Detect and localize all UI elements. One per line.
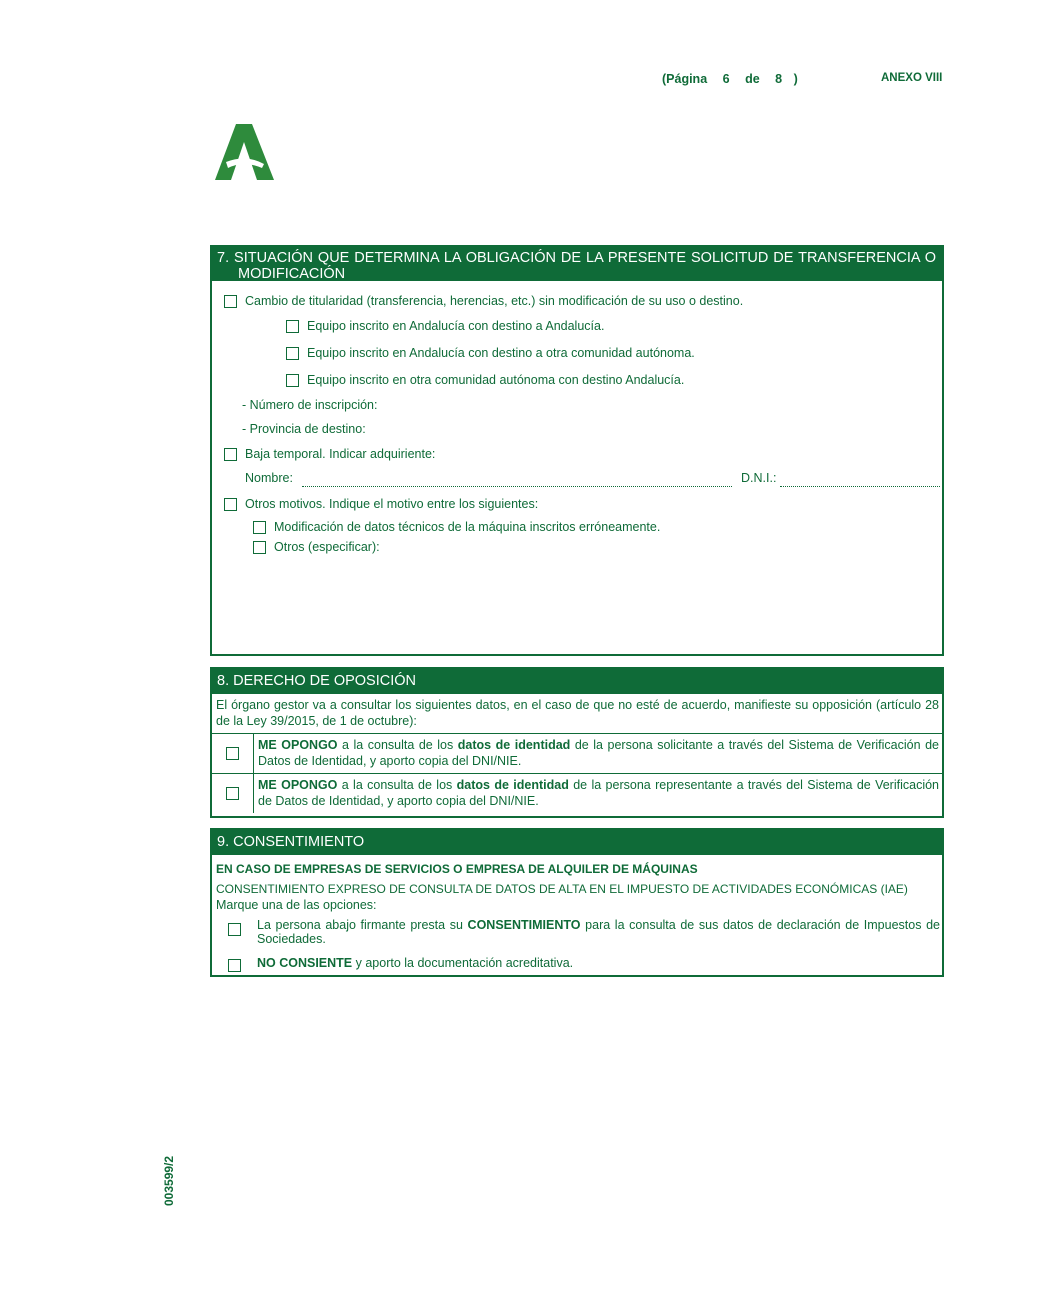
- section-8-intro: El órgano gestor va a consultar los siguientes datos, en el caso de que no esté de acuerdo, manifieste su opposición (artículo 28 de la Ley 39/2015, de 1 de octubre):: [212, 694, 942, 734]
- nombre-field[interactable]: [302, 486, 732, 487]
- datos-identidad-2: datos de identidad: [456, 778, 569, 792]
- opt3-checkbox[interactable]: [286, 374, 299, 387]
- sub2-checkbox[interactable]: [253, 541, 266, 554]
- nombre-label: Nombre:: [245, 471, 293, 485]
- me-opongo-2: ME OPONGO: [258, 778, 338, 792]
- opt2-label: Equipo inscrito en Andalucía con destino a otra comunidad autónoma.: [307, 346, 695, 360]
- page-indicator: [662, 72, 798, 86]
- section-9-line1: CONSENTIMIENTO EXPRESO DE CONSULTA DE DATOS DE ALTA EN EL IMPUESTO DE ACTIVIDADES ECONÓMICAS (IAE): [216, 882, 908, 896]
- section-9: [210, 828, 944, 977]
- r1-text-2: de la persona solicitante a través del Sistema de Verificación de Datos de Identidad, y aporto copia del DNI/NIE.: [258, 738, 939, 768]
- document-code: 003599/2: [162, 1155, 176, 1206]
- oposicion-representante-checkbox[interactable]: [226, 787, 239, 800]
- sub1-label: Modificación de datos técnicos de la máquina inscritos erróneamente.: [274, 520, 661, 534]
- section-7: [210, 245, 944, 656]
- oposicion-representante-text: [254, 774, 942, 813]
- dni-label: D.N.I.:: [741, 471, 777, 485]
- oposicion-row-2: [212, 774, 942, 813]
- section-9-line2: Marque una de las opciones:: [216, 898, 377, 912]
- consentimiento-checkbox[interactable]: [228, 923, 241, 936]
- no-consiente-text: [257, 956, 573, 970]
- oposicion-solicitante-text: [254, 734, 942, 773]
- no-consiente-checkbox[interactable]: [228, 959, 241, 972]
- pagina-close: ): [793, 72, 798, 86]
- otros-checkbox[interactable]: [224, 498, 237, 511]
- baja-checkbox[interactable]: [224, 448, 237, 461]
- opt2-checkbox[interactable]: [286, 347, 299, 360]
- datos-identidad-1: datos de identidad: [457, 738, 571, 752]
- c1-text-1: La persona abajo firmante presta su: [257, 918, 468, 932]
- opt1-checkbox[interactable]: [286, 320, 299, 333]
- me-opongo-1: ME OPONGO: [258, 738, 338, 752]
- baja-label: Baja temporal. Indicar adquiriente:: [245, 447, 436, 461]
- section-9-subtitle: EN CASO DE EMPRESAS DE SERVICIOS O EMPRESA DE ALQUILER DE MÁQUINAS: [216, 862, 698, 876]
- opt1-label: Equipo inscrito en Andalucía con destino a Andalucía.: [307, 319, 605, 333]
- page-total: 8: [775, 72, 783, 86]
- dni-field[interactable]: [780, 486, 940, 487]
- oposicion-solicitante-checkbox[interactable]: [226, 747, 239, 760]
- opt3-label: Equipo inscrito en otra comunidad autónoma con destino Andalucía.: [307, 373, 685, 387]
- junta-andalucia-logo: [212, 122, 276, 182]
- consentimiento-text: [257, 918, 940, 946]
- c1-text-2: para la consulta de sus datos de declaración de Impuestos de Sociedades.: [257, 918, 940, 946]
- r2-text-1: a la consulta de los: [337, 778, 457, 792]
- otros-label: Otros motivos. Indique el motivo entre los siguientes:: [245, 497, 539, 511]
- section-8-title: 8. DERECHO DE OPOSICIÓN: [212, 669, 942, 694]
- consentimiento-bold: CONSENTIMIENTO: [467, 918, 581, 932]
- cambio-checkbox[interactable]: [224, 295, 237, 308]
- annex-label: ANEXO VIII: [881, 72, 943, 84]
- sub2-label: Otros (especificar):: [274, 540, 380, 554]
- no-consiente-bold: NO CONSIENTE: [257, 956, 353, 970]
- oposicion-row-1: [212, 734, 942, 774]
- cambio-label: Cambio de titularidad (transferencia, herencias, etc.) sin modificación de su uso o destino.: [245, 294, 744, 308]
- page-current: 6: [722, 72, 730, 86]
- sub1-checkbox[interactable]: [253, 521, 266, 534]
- r2-text-2: de la persona representante a través del Sistema de Verificación de Datos de Identidad, y aporto copia del DNI/NIE.: [258, 778, 939, 808]
- numero-label: - Número de inscripción:: [242, 398, 378, 412]
- section-8: [210, 667, 944, 818]
- provincia-label: - Provincia de destino:: [242, 422, 366, 436]
- c2-text: y aporto la documentación acreditativa.: [352, 956, 574, 970]
- section-7-title: 7. SITUACIÓN QUE DETERMINA LA OBLIGACIÓN DE LA PRESENTE SOLICITUD DE TRANSFERENCIA O MODIFICACIÓN: [212, 247, 942, 281]
- r1-text-1: a la consulta de los: [337, 738, 458, 752]
- de-label: de: [745, 72, 760, 86]
- pagina-label: (Página: [662, 72, 708, 86]
- section-9-title: 9. CONSENTIMIENTO: [212, 830, 942, 855]
